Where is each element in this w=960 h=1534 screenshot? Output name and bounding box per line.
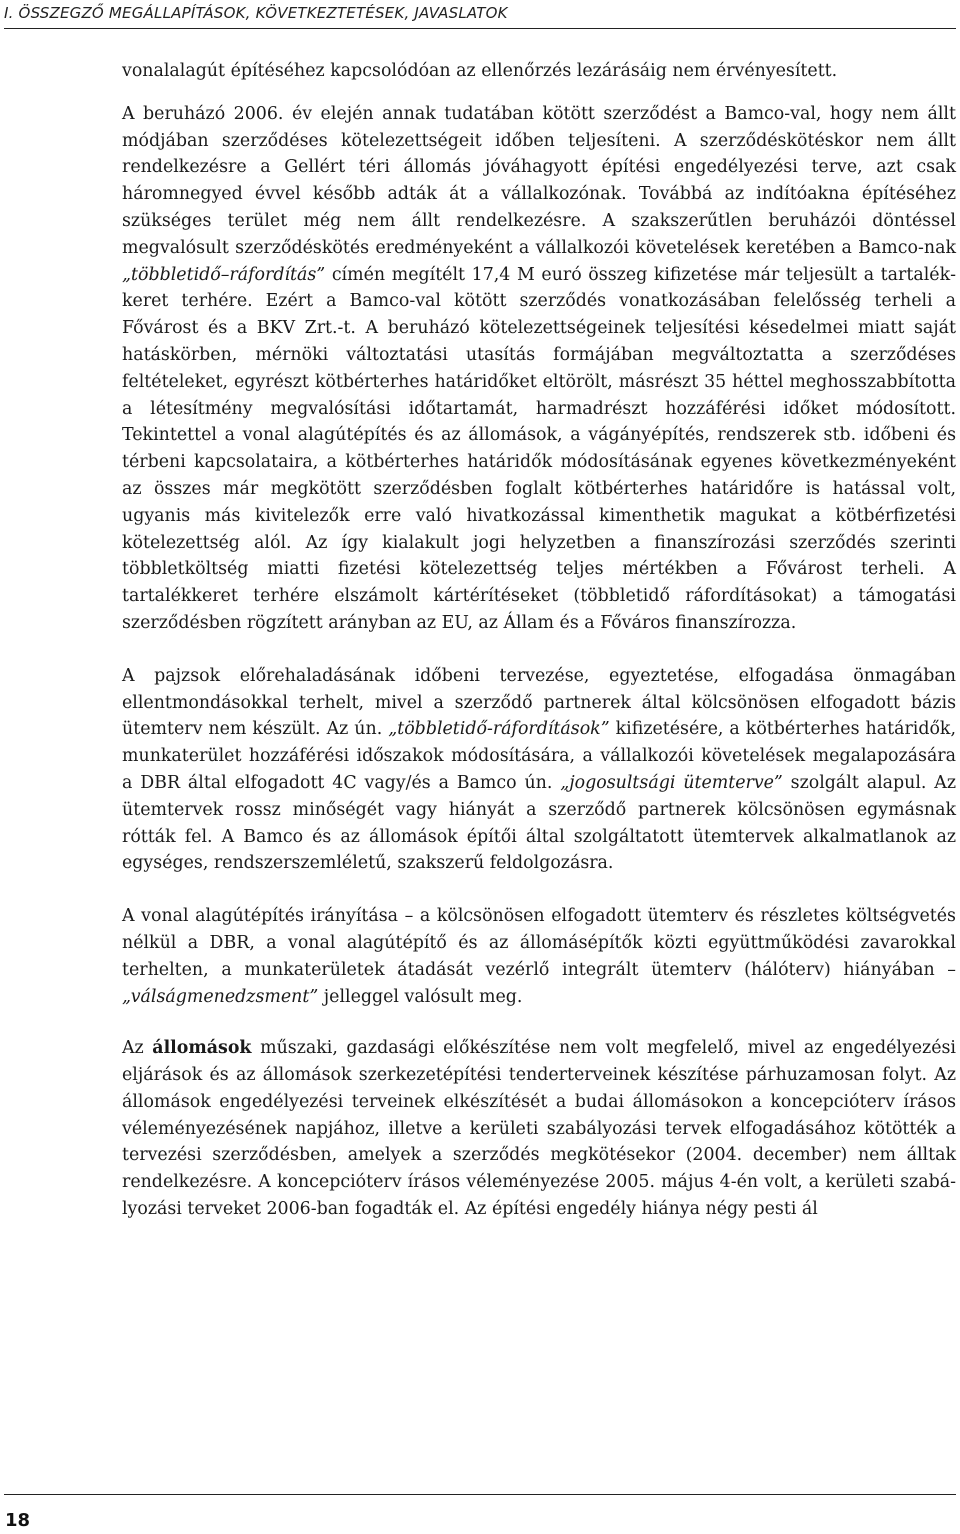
section-title: I. ÖSSZEGZŐ MEGÁLLAPÍTÁSOK, KÖVETKEZTETÉSEK, JAVASLATOK (4, 4, 508, 22)
paragraph-text: műszaki, gazdasági előkészítése nem volt megfelelő, mivel az engedélyezési eljárások és az állomások szerkezetépítési tenderterveinek készítése párhuzamosan folyt. Az állomások engedélyezési terveinek elkészítését a budai állomásokon a koncepcióterv írásos véleményezésének napjához, illetve a kerületi szabályozási tervek elfogadásához kötötték a tervezési szerződésben, amelyek a szerződés megkötésekor (2004. december) nem álltak rendelkezésre. A koncepcióterv írásos véleményezése 2005. május 4-én volt, a kerületi szabályozási terveket 2006-ban fogadták el. Az építési engedély hiánya négy pesti ál (122, 1038, 956, 1220)
paragraph-text: jelleggel valósult meg. (318, 986, 523, 1007)
paragraph-1 (122, 58, 956, 85)
paragraph-text: A beruházó 2006. év elején annak tudatában kötött szerződést a Bamco-val, hogy nem állt módjában szerződéses kötelezettségeit időben teljesíteni. A szerződéskötéskor nem állt rendelkezésre a Gellért téri állomás jóváhagyott építési engedélyezési terve, azt csak háromnegyed évvel később adták át a vállalkozónak. Továbbá az indítóakna építéséhez szükséges terület még nem állt rendelkezésre. A szakszerűtlen beruházói döntéssel megvalósult szerződéskötés eredményeként a vállalkozói követelések keretében a Bamco-nak (122, 103, 956, 258)
emphasis-term: „válságmenedzsment” (122, 986, 319, 1007)
paragraph-4 (122, 903, 956, 1010)
paragraph-2 (122, 101, 956, 637)
paragraph-text: szolgált alapul. Az ütemtervek rossz minőségét vagy hiányát a szerződő partnerek kölcsönösen egymásnak rótták fel. A Bamco és az állomások építői által szolgáltatott ütemtervek alkalmatlanok az egységes, rendszerszemléletű, szakszerű feldolgozásra. (122, 772, 956, 874)
paragraph-text: Az (122, 1038, 153, 1059)
page-number: 18 (5, 1510, 31, 1531)
emphasis-term: „többletidő–ráfordítás” (122, 264, 326, 285)
bold-term: állomások (152, 1038, 252, 1059)
document-body (122, 58, 956, 1223)
paragraph-text: A vonal alagútépítés irányítása – a kölcsönösen elfogadott ütemterv és részletes költségvetés nélkül a DBR, a vonal alagútépítő és az állomásépítők közti együttműködési zavarokkal terhelten, a munkaterületek átadását vezérlő integrált ütemterv (hálóterv) hiányában – (122, 906, 956, 980)
paragraph-text: címén megítélt 17,4 M euró összeg kifizetése már teljesült a tartalékkeret terhére. Ezért a Bamco-val kötött szerződés vonatkozásában felelősség terheli a Fővárost és a BKV Zrt.-t. A beruházó kötelezettségeinek teljesítési késedelmei miatt saját hatáskörben, mérnöki változtatási utasítás formájában megváltoztatta a szerződéses feltételeket, egyrészt kötbérterhes határidőket eltörölt, másrészt 35 héttel meghosszabbította a létesítmény megvalósítási időtartamát, harmadrészt hozzáférési időket módosított. Tekintettel a vonal alagútépítés és az állomások, a vágányépítés, rendszerek stb. időbeni és térbeni kapcsolataira, a kötbérterhes határidők módosításának egyenes következményeként az összes már megkötött szerződésben foglalt kötbérterhes határidőre is hatással volt, ugyanis más kivitelezők erre való hivatkozással kimenthetik magukat a kötbérfizetési kötelezettség alól. Az így kialakult jogi helyzetben a finanszírozási szerződés szerinti többletköltség miatti fizetési kötelezettség teljes mértékben a Fővárost terheli. A tartalékkeret terhére elszámolt kártérítéseket (többletidő ráfordításokat) a támogatási szerződésben rögzített arányban az EU, az Állam és a Főváros finanszírozza. (122, 264, 956, 633)
paragraph-text: kifizetésére, a kötbérterhes határidők, munkaterület hozzáférési időszakok módosítására, a vállalkozói követelések megalapozására a DBR által elfogadott 4C vagy/és a Bamco ún. (122, 719, 956, 793)
paragraph-text: vonalalagút építéséhez kapcsolódóan az ellenőrzés lezárásáig nem érvényesített. (122, 61, 838, 81)
paragraph-3 (122, 663, 956, 877)
emphasis-term: „többletidő-ráfordítások” (388, 719, 610, 740)
page-header (4, 4, 956, 29)
paragraph-5 (122, 1035, 956, 1223)
emphasis-term: „jogosultsági ütemterve” (560, 772, 783, 793)
footer-divider (4, 1494, 956, 1495)
paragraph-text: A pajzsok előrehaladásának időbeni tervezése, egyeztetése, elfogadása önmagában ellentmondásokkal terhelt, mivel a szerződő partnerek által kölcsönösen elfogadott bázis ütemterv nem készült. Az ún. (122, 665, 956, 740)
